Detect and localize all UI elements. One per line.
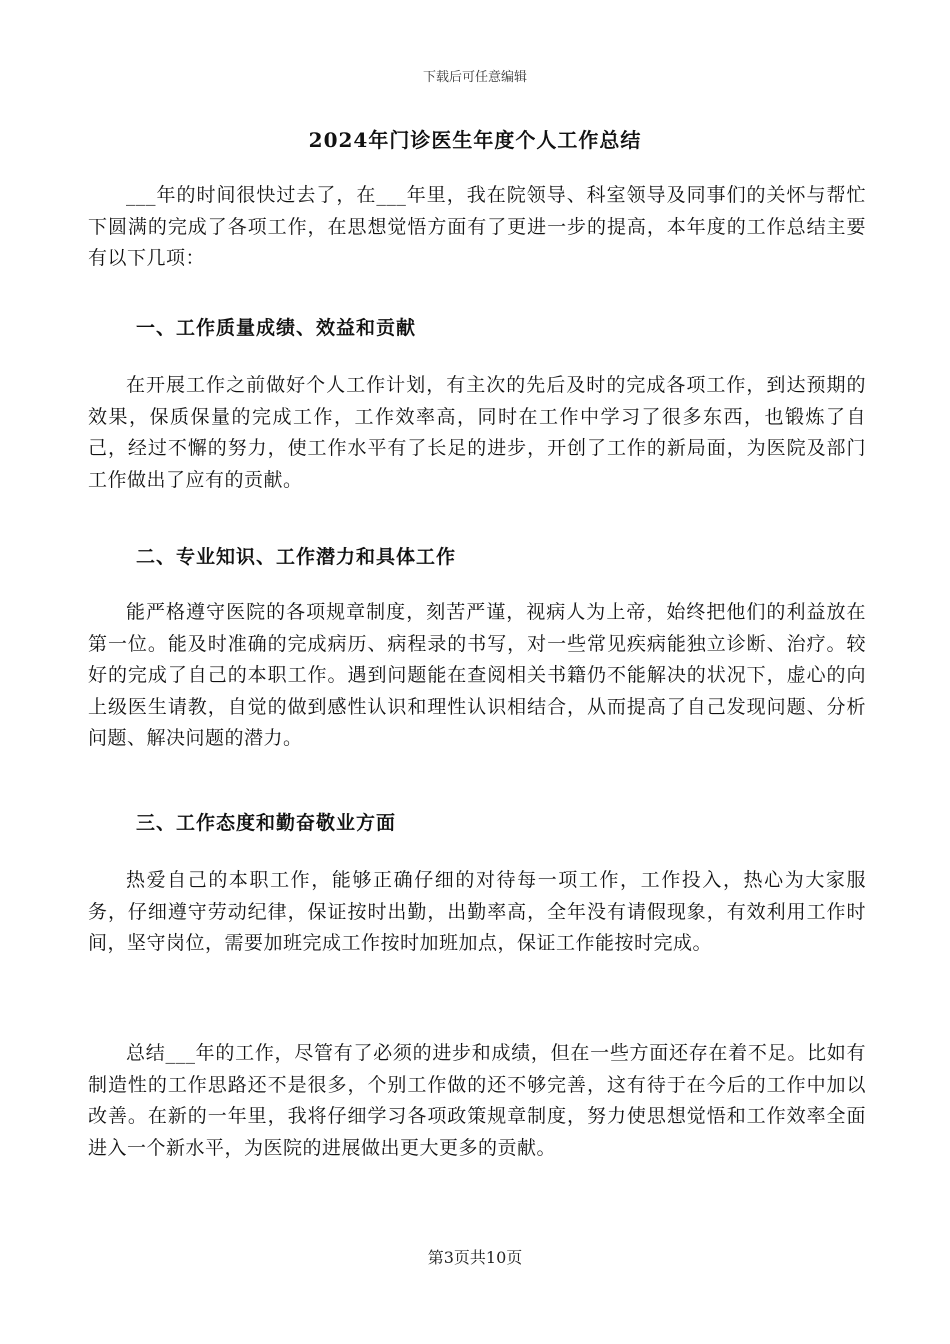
section-1: [88, 313, 866, 345]
header-note: 下载后可任意编辑: [422, 70, 527, 85]
section-1-body: 在开展工作之前做好个人工作计划，有主次的先后及时的完成各项工作，到达预期的效果，保质保量的完成工作，工作效率高，同时在工作中学习了很多东西，也锻炼了自己，经过不懈的努力，使工作水平有了长足的进步，开创了工作的新局面，为医院及部门工作做出了应有的贡献。: [88, 374, 866, 491]
section-2-body-block: [88, 597, 866, 755]
section-3-body-block: [88, 865, 866, 960]
page-indicator: 第3页共10页: [427, 1248, 523, 1267]
section-3-body: 热爱自己的本职工作，能够正确仔细的对待每一项工作，工作投入，热心为大家服务，仔细遵守劳动纪律，保证按时出勤，出勤率高，全年没有请假现象，有效利用工作时间，坚守岗位，需要加班完成工作按时加班加点，保证工作能按时完成。: [88, 869, 866, 954]
conclusion-paragraph: 总结___年的工作，尽管有了必须的进步和成绩，但在一些方面还存在着不足。比如有制造性的工作思路还不是很多，个别工作做的还不够完善，这有待于在今后的工作中加以改善。在新的一年里，我将仔细学习各项政策规章制度，努力使思想觉悟和工作效率全面进入一个新水平，为医院的进展做出更大更多的贡献。: [88, 1042, 866, 1159]
section-1-heading: 一、工作质量成绩、效益和贡献: [136, 317, 417, 339]
intro-block: [88, 180, 866, 275]
section-2-heading: 二、专业知识、工作潜力和具体工作: [136, 546, 457, 568]
document-title: 2024年门诊医生年度个人工作总结: [308, 128, 642, 152]
section-3-heading: 三、工作态度和勤奋敬业方面: [136, 812, 397, 834]
intro-paragraph: ___年的时间很快过去了，在___年里，我在院领导、科室领导及同事们的关怀与帮忙下圆满的完成了各项工作，在思想觉悟方面有了更进一步的提高，本年度的工作总结主要有以下几项：: [88, 184, 866, 269]
section-1-body-block: [88, 370, 866, 496]
conclusion-block: [88, 1038, 866, 1164]
section-3: [88, 808, 866, 840]
section-2-body: 能严格遵守医院的各项规章制度，刻苦严谨，视病人为上帝，始终把他们的利益放在第一位。能及时准确的完成病历、病程录的书写，对一些常见疾病能独立诊断、治疗。较好的完成了自己的本职工作。遇到问题能在查阅相关书籍仍不能解决的状况下，虚心的向上级医生请教，自觉的做到感性认识和理性认识相结合，从而提高了自己发现问题、分析问题、解决问题的潜力。: [88, 601, 866, 749]
section-2: [88, 542, 866, 574]
